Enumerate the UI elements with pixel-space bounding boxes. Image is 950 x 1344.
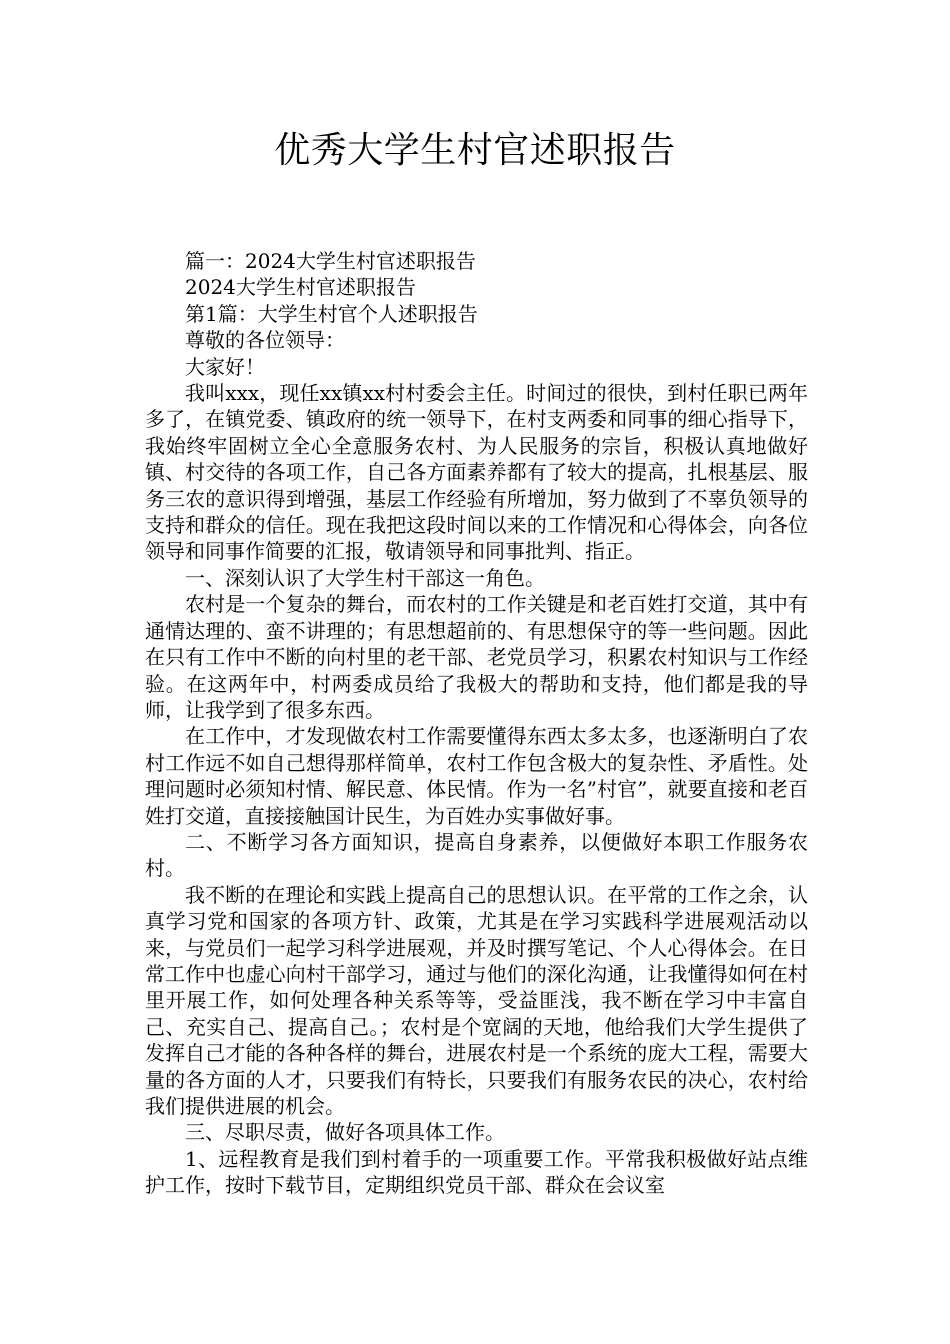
paragraph-subtitle: 2024大学生村官述职报告	[185, 275, 416, 300]
paragraph-heading-3: 三、尽职尽责，做好各项具体工作。	[185, 1120, 505, 1145]
paragraph-body: 在工作中，才发现做农村工作需要懂得东西太多太多，也逐渐明白了农村工作远不如自己想得那样简单，农村工作包含极大的复杂性、矛盾性。处理问题时必须知村情、解民意、体民情。作为一名”村官”，就要直接和老百姓打交道，直接接触国计民生，为百姓办实事做好事。	[145, 724, 808, 828]
paragraph-body: 我不断的在理论和实践上提高自己的思想认识。在平常的工作之余，认真学习党和国家的各项方针、政策，尤其是在学习实践科学进展观活动以来，与党员们一起学习科学进展观，并及时撰写笔记、个人心得体会。在日常工作中也虚心向村干部学习，通过与他们的深化沟通，让我懂得如何在村里开展工作，如何处理各种关系等等，受益匪浅，我不断在学习中丰富自己、充实自己、提高自己。；农村是个宽阔的天地，他给我们大学生提供了发挥自己才能的各种各样的舞台，进展农村是一个系统的庞大工程，需要大量的各方面的人才，只要我们有特长，只要我们有服务农民的决心，农村给我们提供进展的机会。	[145, 882, 808, 1118]
paragraph-section-heading: 篇一：2024大学生村官述职报告	[185, 249, 476, 273]
paragraph-greeting: 大家好！	[185, 354, 265, 379]
document-body	[145, 248, 808, 1199]
paragraph-intro: 我叫xxx，现任xx镇xx村村委会主任。时间过的很快，到村任职已两年多了，在镇党委、镇政府的统一领导下，在村支两委和同事的细心指导下，我始终牢固树立全心全意服务农村、为人民服务的宗旨，积极认真地做好镇、村交待的各项工作，自己各方面素养都有了较大的提高，扎根基层、服务三农的意识得到增强，基层工作经验有所增加，努力做到了不辜负领导的支持和群众的信任。现在我把这段时间以来的工作情况和心得体会，向各位领导和同事作简要的汇报，敬请领导和同事批判、指正。	[145, 381, 808, 564]
paragraph-salutation: 尊敬的各位领导：	[185, 328, 345, 353]
paragraph-body: 农村是一个复杂的舞台，而农村的工作关键是和老百姓打交道，其中有通情达理的、蛮不讲理的；有思想超前的、有思想保守的等一些问题。因此在只有工作中不断的向村里的老干部、老党员学习，积累农村知识与工作经验。在这两年中，村两委成员给了我极大的帮助和支持，他们都是我的导师，让我学到了很多东西。	[145, 592, 808, 722]
document-title: 优秀大学生村官述职报告	[274, 130, 676, 171]
paragraph-part-heading: 第1篇：大学生村官个人述职报告	[185, 301, 478, 326]
paragraph-heading-1: 一、深刻认识了大学生村干部这一角色。	[185, 565, 545, 590]
paragraph-body: 1、远程教育是我们到村着手的一项重要工作。平常我积极做好站点维护工作，按时下载节目，定期组织党员干部、群众在会议室	[145, 1146, 808, 1198]
paragraph-heading-2: 二、不断学习各方面知识，提高自身素养，以便做好本职工作服务农村。	[145, 829, 808, 881]
